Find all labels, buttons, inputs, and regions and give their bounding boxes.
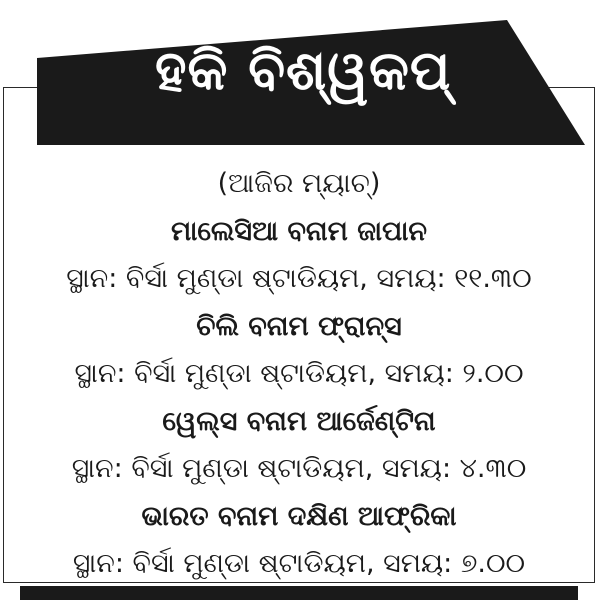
match-venue-time: ସ୍ଥାନ: ବିର୍ସା ମୁଣ୍ଡା ଷ୍ଟାଡିୟମ, ସମୟ: ୭.୦୦ xyxy=(72,548,526,579)
match-venue-time: ସ୍ଥାନ: ବିର୍ସା ମୁଣ୍ଡା ଷ୍ଟାଡିୟମ, ସମୟ: ୧୧.୩୦ xyxy=(66,263,532,294)
banner-title: ହକି ବିଶ୍ୱକପ୍ xyxy=(155,39,452,102)
match-teams: ମାଲେସିଆ ବନାମ ଜାପାନ xyxy=(171,215,427,247)
match-teams: ଭାରତ ବନାମ ଦକ୍ଷିଣ ଆଫ୍ରିକା xyxy=(141,500,457,532)
match-teams: ଚିଲି ବନାମ ଫ୍ରାନ୍ସ xyxy=(196,310,402,342)
match-schedule xyxy=(3,160,595,588)
match-venue-time: ସ୍ଥାନ: ବିର୍ସା ମୁଣ୍ଡା ଷ୍ଟାଡିୟମ, ସମୟ: ୪.୩୦ xyxy=(71,453,527,484)
header-banner xyxy=(37,20,585,145)
match-venue-time: ସ୍ଥାନ: ବିର୍ସା ମୁଣ୍ଡା ଷ୍ଟାଡିୟମ, ସମୟ: ୨.୦୦ xyxy=(74,358,524,389)
subtitle: (ଆଜିର ମ୍ୟାଚ୍) xyxy=(217,168,381,199)
match-teams: ୱେଲ୍ସ ବନାମ ଆର୍ଜେଣ୍ଟିନା xyxy=(162,405,436,437)
footer-bar xyxy=(20,586,578,600)
